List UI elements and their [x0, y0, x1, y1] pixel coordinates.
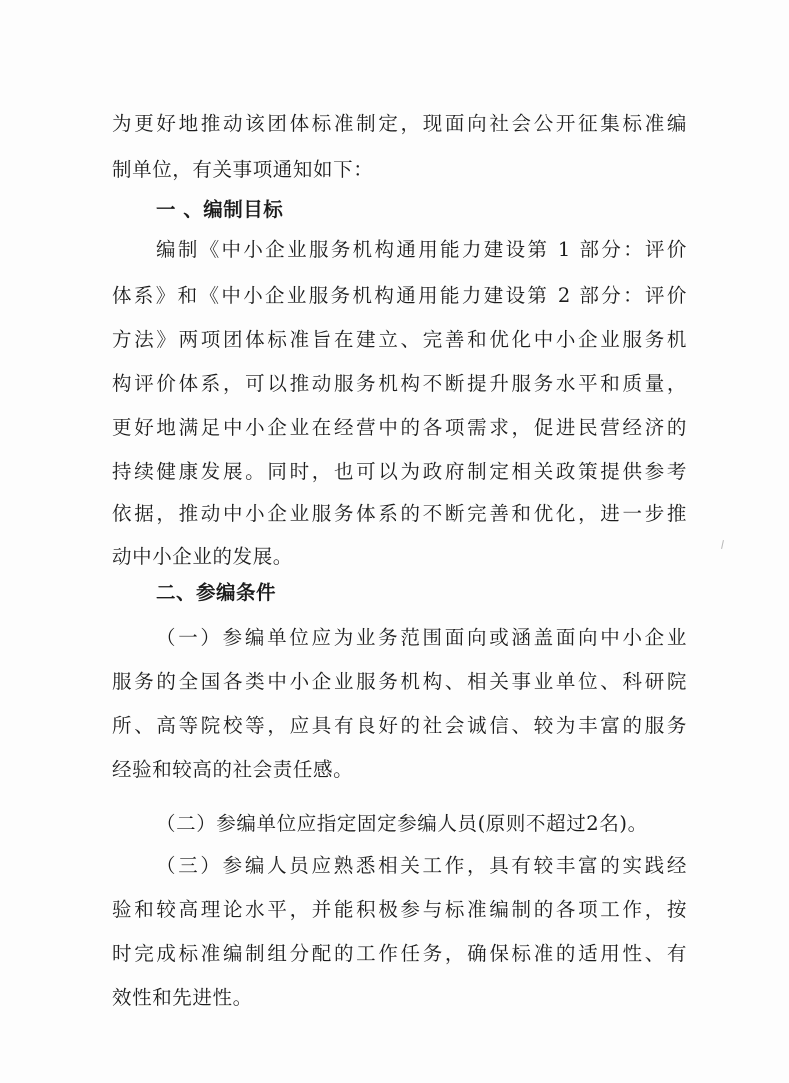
- paragraph-line: （一）参编单位应为业务范围面向或涵盖面向中小企业: [156, 626, 687, 649]
- paragraph-line: 服务的全国各类中小企业服务机构、相关事业单位、科研院: [112, 670, 687, 693]
- paragraph-line: 经验和较高的社会责任感。: [112, 758, 354, 781]
- paragraph-line: 动中小企业的发展。: [112, 545, 293, 568]
- paragraph-line: 所、高等院校等，应具有良好的社会诚信、较为丰富的服务: [112, 714, 687, 737]
- intro-line-2: 制单位，有关事项通知如下：: [112, 158, 374, 181]
- paragraph-line: 编制《中小企业服务机构通用能力建设第 1 部分：评价: [156, 238, 687, 261]
- paragraph-line: 构评价体系，可以推动服务机构不断提升服务水平和质量，: [112, 372, 687, 395]
- paragraph-line: 时完成标准编制组分配的工作任务，确保标准的适用性、有: [112, 942, 687, 965]
- paragraph-line: 效性和先进性。: [112, 986, 253, 1009]
- paragraph-line: 持续健康发展。同时，也可以为政府制定相关政策提供参考: [112, 460, 687, 483]
- paragraph-line: 依据，推动中小企业服务体系的不断完善和优化，进一步推: [112, 502, 687, 525]
- paragraph-line: 方法》两项团体标准旨在建立、完善和优化中小企业服务机: [112, 328, 687, 351]
- paragraph-line: （三）参编人员应熟悉相关工作，具有较丰富的实践经: [156, 854, 687, 877]
- section-heading-2: 二、参编条件: [156, 581, 277, 604]
- paragraph-line: 体系》和《中小企业服务机构通用能力建设第 2 部分：评价: [112, 284, 687, 307]
- paragraph-line: 验和较高理论水平，并能积极参与标准编制的各项工作，按: [112, 898, 687, 921]
- intro-line-1: 为更好地推动该团体标准制定，现面向社会公开征集标准编: [112, 112, 687, 135]
- paragraph-line: （二）参编单位应指定固定参编人员(原则不超过2名)。: [156, 812, 648, 835]
- section-heading-1: 一 、编制目标: [156, 198, 284, 221]
- paragraph-line: 更好地满足中小企业在经营中的各项需求，促进民营经济的: [112, 416, 687, 439]
- scan-mark: [721, 540, 724, 549]
